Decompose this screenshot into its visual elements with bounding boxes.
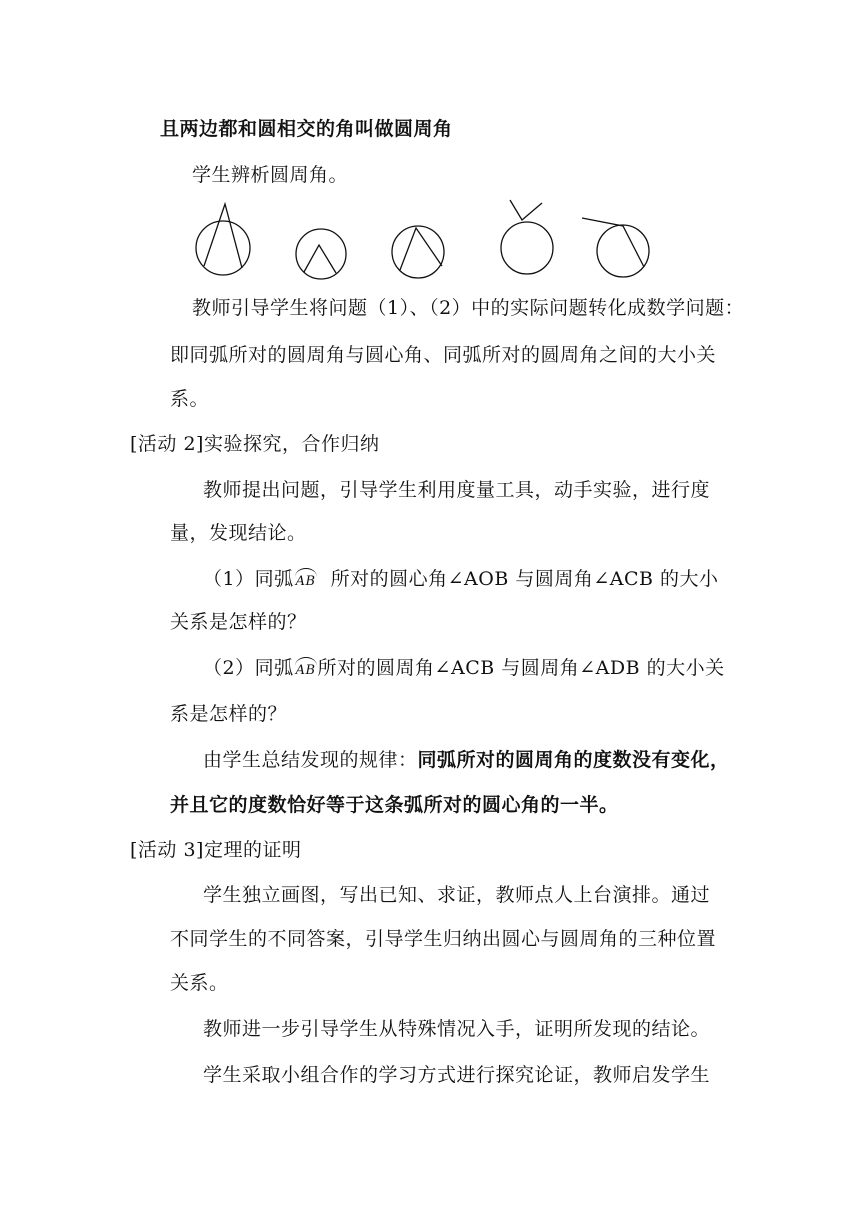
circle-angle-figures bbox=[190, 198, 670, 288]
section-heading: [活动 2]实验探究，合作归纳 bbox=[130, 433, 380, 455]
text-line: 学生独立画图，写出已知、求证，教师点人上台演排。通过 bbox=[203, 884, 711, 906]
text-line: 教师提出问题，引导学生利用度量工具，动手实验，进行度 bbox=[203, 479, 711, 501]
text-line: 即同弧所对的圆周角与圆心角、同弧所对的圆周角之间的大小关 bbox=[170, 344, 717, 366]
question-1-prefix: （1）同弧 bbox=[203, 568, 294, 590]
text-line: 系。 bbox=[170, 388, 210, 410]
arc-ab-label: AB bbox=[294, 570, 318, 594]
arc-ab-label: AB bbox=[294, 659, 318, 683]
conclusion-bold: 同弧所对的圆周角的度数没有变化， bbox=[417, 749, 730, 771]
question-2-prefix: （2）同弧 bbox=[203, 657, 294, 679]
section-heading: [活动 3]定理的证明 bbox=[130, 839, 302, 861]
text-line: 且两边都和圆相交的角叫做圆周角 bbox=[160, 118, 453, 140]
text-line: 量，发现结论。 bbox=[170, 522, 307, 544]
text-line: 学生采取小组合作的学习方式进行探究论证，教师启发学生 bbox=[203, 1064, 711, 1086]
text-line: 关系。 bbox=[170, 972, 229, 994]
question-2 bbox=[203, 656, 725, 683]
text-line: 教师引导学生将问题（1）、（2）中的实际问题转化成数学问题： bbox=[192, 297, 745, 319]
conclusion-bold-line: 并且它的度数恰好等于这条弧所对的圆心角的一半。 bbox=[170, 794, 619, 816]
question-1 bbox=[203, 567, 719, 594]
conclusion-intro: 由学生总结发现的规律： bbox=[203, 749, 418, 771]
text-line: 不同学生的不同答案，引导学生归纳出圆心与圆周角的三种位置 bbox=[170, 928, 717, 950]
conclusion-line bbox=[203, 748, 730, 772]
text-line: 教师进一步引导学生从特殊情况入手，证明所发现的结论。 bbox=[203, 1018, 711, 1040]
text-line: 关系是怎样的？ bbox=[170, 611, 307, 633]
text-line: 学生辨析圆周角。 bbox=[192, 164, 349, 186]
text-line: 系是怎样的？ bbox=[170, 703, 288, 725]
question-2-text: 所对的圆周角∠ACB 与圆周角∠ADB 的大小关 bbox=[317, 657, 725, 679]
question-1-text: 所对的圆心角∠AOB 与圆周角∠ACB 的大小 bbox=[330, 568, 719, 590]
